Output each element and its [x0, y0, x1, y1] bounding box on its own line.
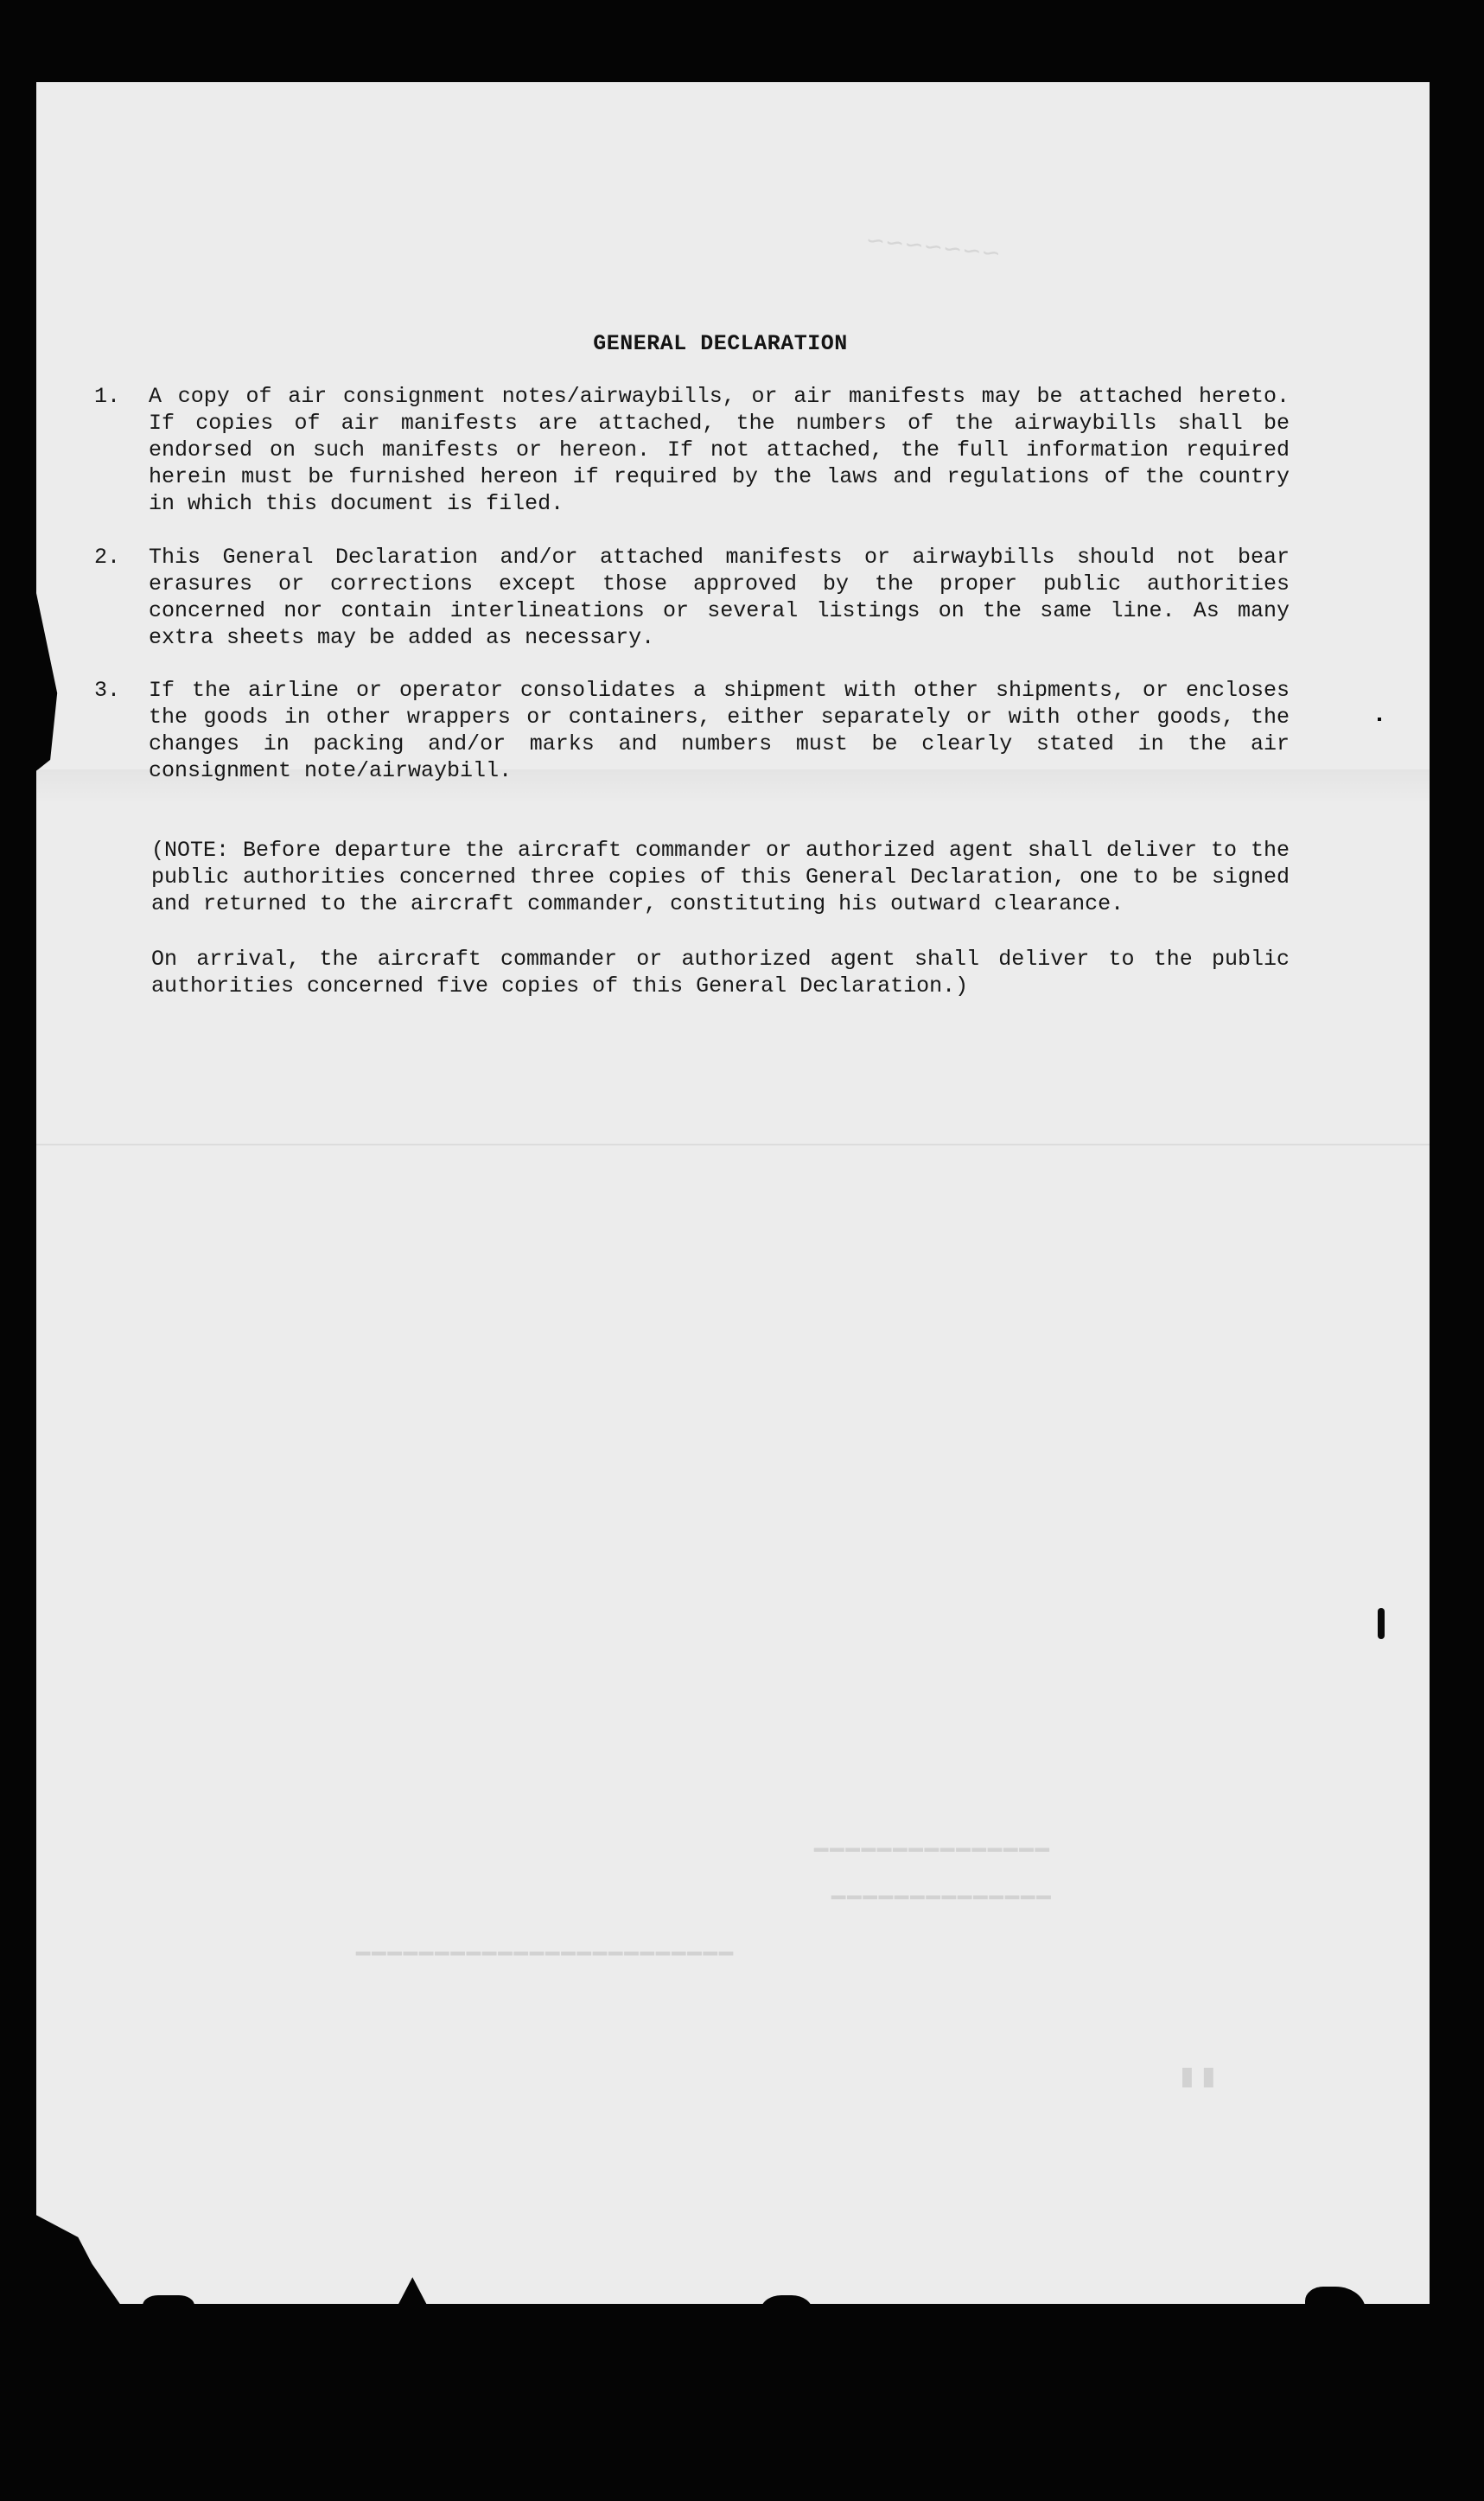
item-text: A copy of air consignment notes/airwaybills, or air manifests may be attached hereto. If copies of air manifests are attached, the numbers of the airwaybills shall be endorsed on such manifests or hereon. If not attached, the full information required herein must be furnished hereon if required by the laws and regulations of the country in which this document is filed. [149, 384, 1290, 516]
item-number: 1. [94, 384, 121, 409]
bleed-through-mark: ━━━━━━━━━━━━━━━ [812, 1840, 1049, 1866]
paper-tear [761, 2295, 812, 2334]
scan-artifact [1378, 718, 1381, 721]
declaration-item-2 [94, 544, 1290, 651]
declaration-item-3 [94, 677, 1290, 784]
bleed-through-mark: ▮▮ [1175, 2059, 1219, 2096]
item-text: If the airline or operator consolidates a shipment with other shipments, or encloses the goods in other wrappers or containers, either separately or with other goods, the changes in packing and/or marks and numbers must be clearly stated in the air consignment note/airwaybill. [149, 678, 1290, 783]
arrival-note: On arrival, the aircraft commander or authorized agent shall deliver to the public authorities concerned five copies of this General Declaration.) [151, 947, 1290, 998]
paper-fold [36, 1144, 1430, 1145]
bleed-through-mark: ~~~~~~~ [863, 226, 1002, 274]
departure-note: (NOTE: Before departure the aircraft commander or authorized agent shall deliver to the public authorities concerned three copies of this General Declaration, one to be signed and returned to the aircraft commander, constituting his outward clearance. [151, 838, 1290, 916]
bleed-through-mark: ━━━━━━━━━━━━━━━━━━━━━━━━ [354, 1943, 734, 1969]
scan-artifact [1378, 1608, 1385, 1639]
paper-tear [143, 2295, 194, 2330]
paper-tear [1305, 2287, 1366, 2334]
item-number: 3. [94, 678, 121, 703]
item-text: This General Declaration and/or attached manifests or airwaybills should not bear erasures or corrections except those approved by the proper public authorities concerned nor contain interlineations or several listings on the same line. As many extra sheets may be added as necessary. [149, 545, 1290, 650]
declaration-item-1 [94, 383, 1290, 517]
item-number: 2. [94, 545, 121, 570]
bleed-through-mark: ━━━━━━━━━━━━━━ [830, 1887, 1051, 1913]
document-title: GENERAL DECLARATION [593, 331, 848, 356]
